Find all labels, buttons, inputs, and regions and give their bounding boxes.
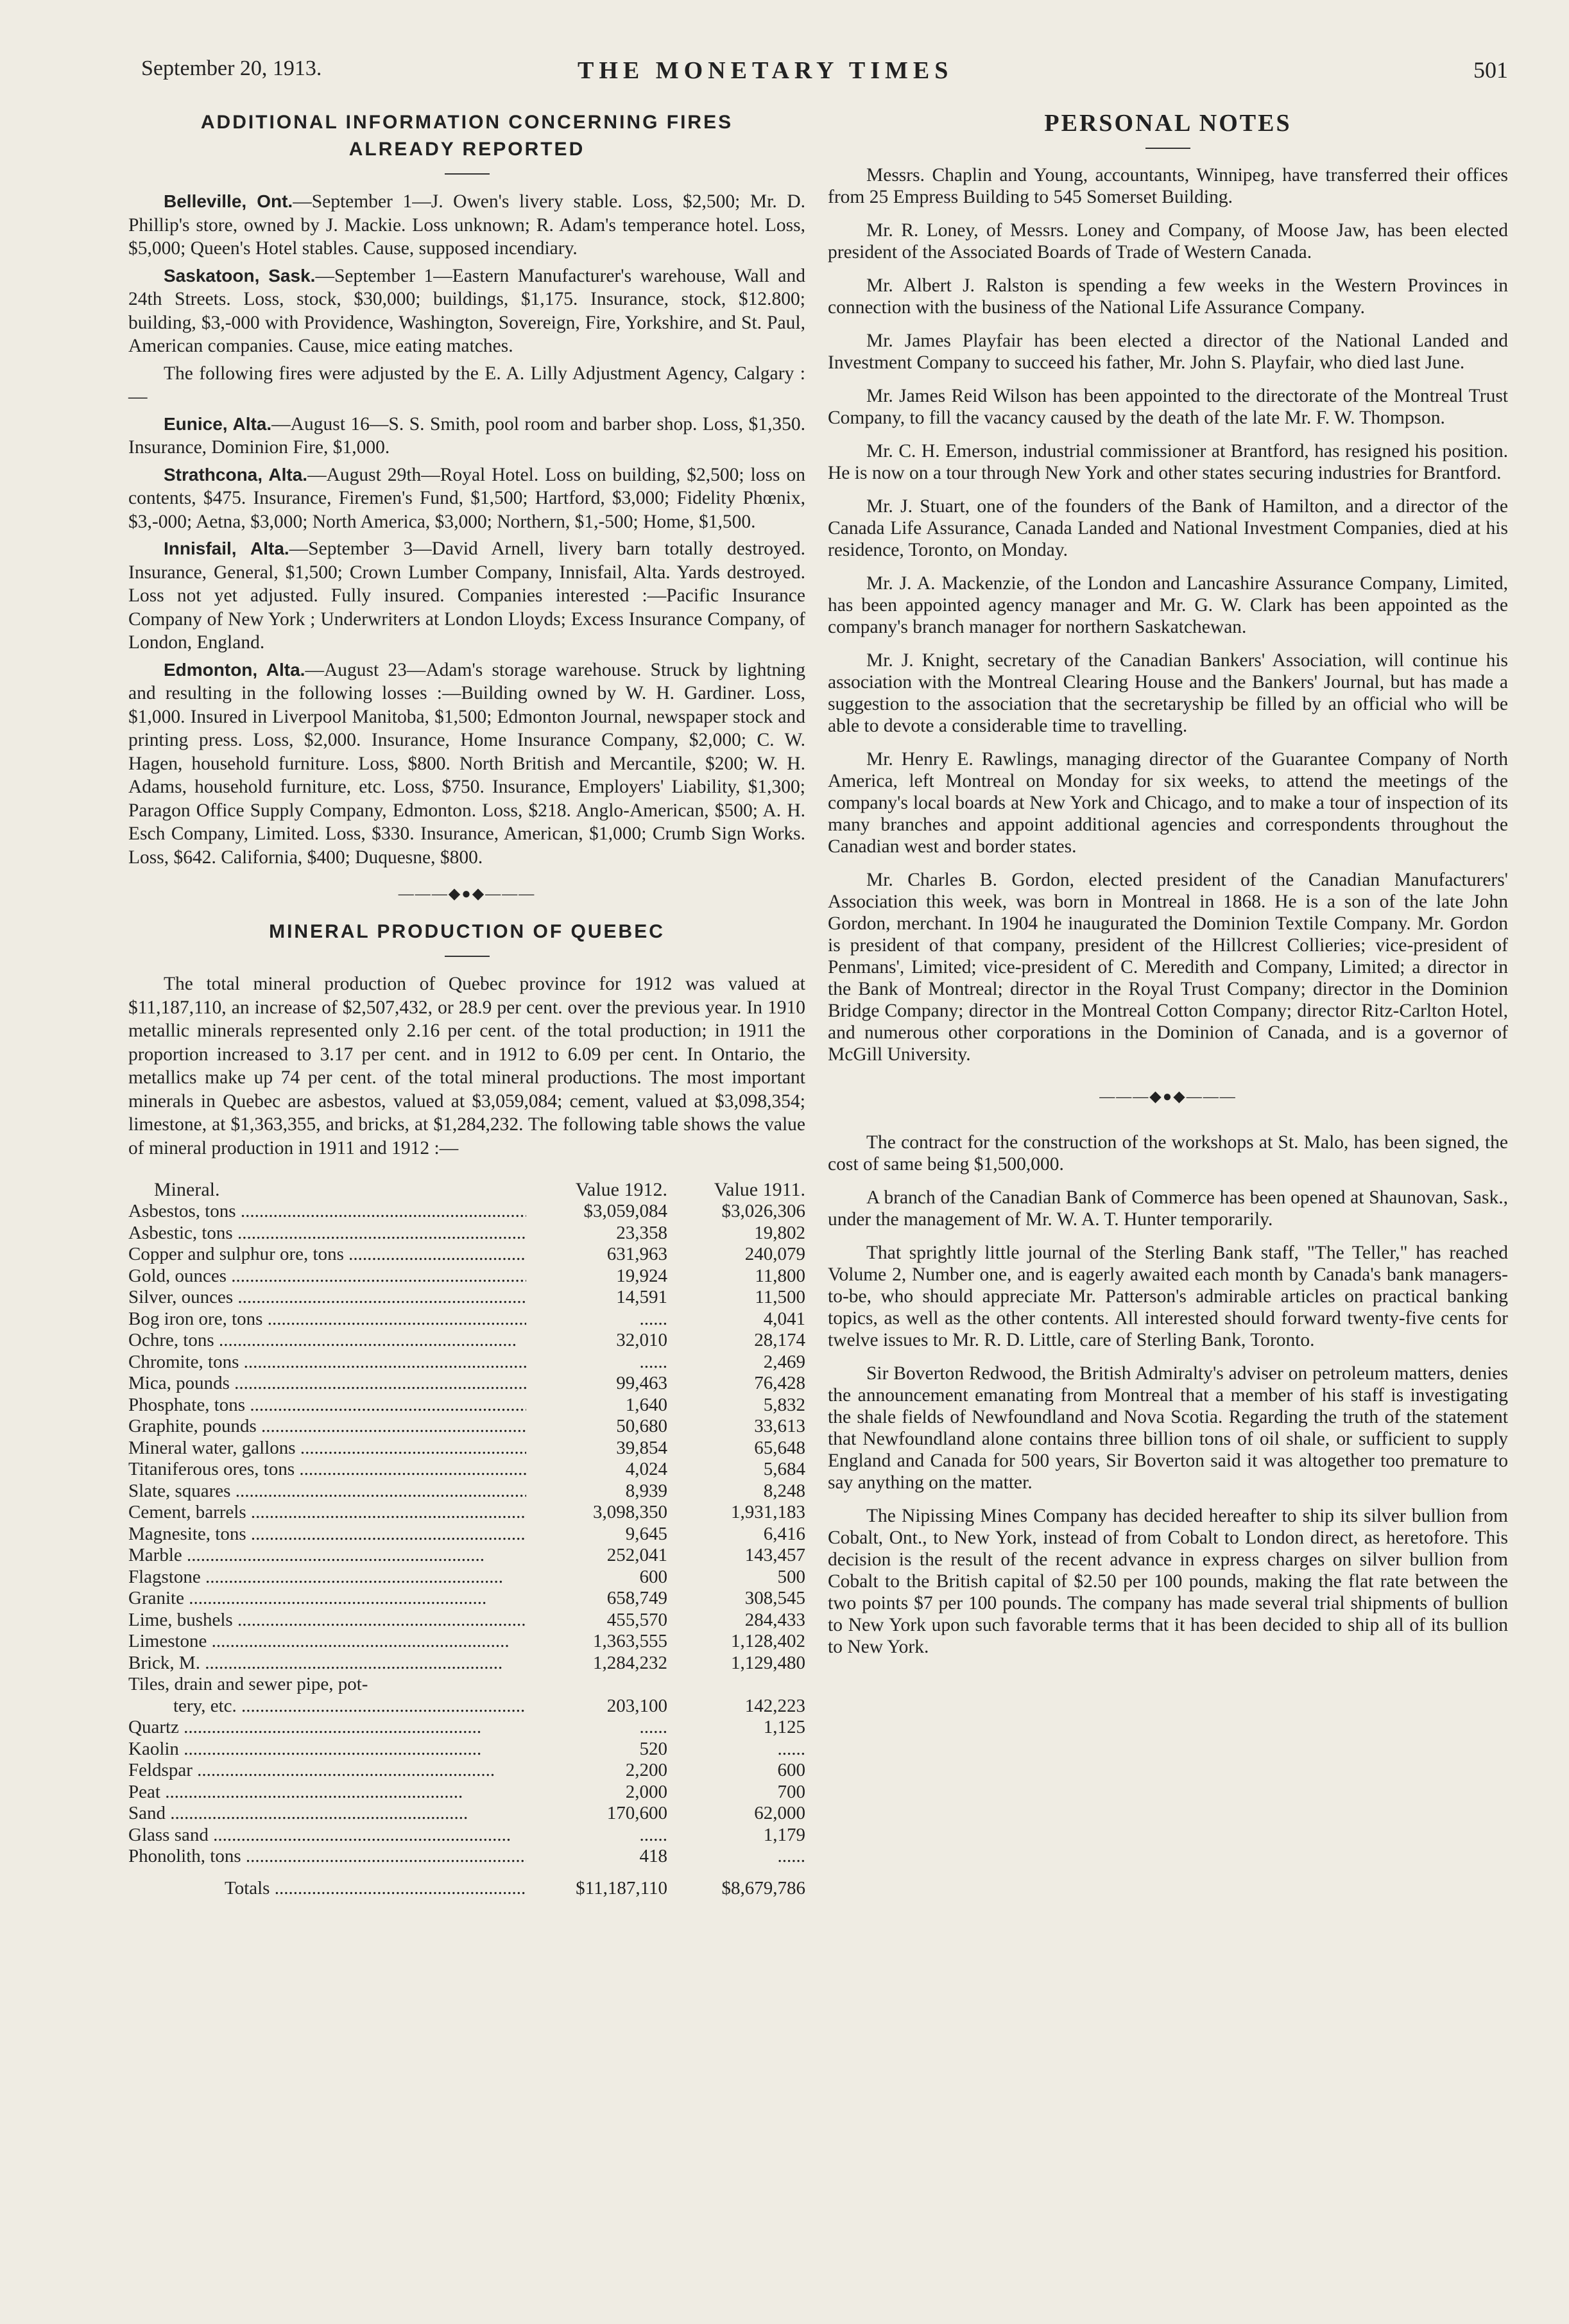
personal-note: Mr. Albert J. Ralston is spending a few weeks in the Western Provinces in connection with the business of the National Life Assurance Company. <box>828 275 1508 318</box>
col-1911: Value 1911. <box>714 1179 805 1200</box>
table-row <box>128 1588 805 1610</box>
table-row <box>128 1696 805 1717</box>
fire-location: Innisfail, Alta. <box>164 538 289 558</box>
value-1912: 23,358 <box>616 1222 667 1243</box>
mineral-name: Copper and sulphur ore, tons ..... <box>128 1244 526 1266</box>
fire-report <box>128 658 805 870</box>
page-header <box>141 56 1508 95</box>
fire-details: —September 1—Eastern Manufacturer's warehouse, Wall and 24th Streets. Loss, stock, $30,000; buildings, $1,175. Insurance, stock, $12.800; building, $3,-000 with Providence, Washington, Sovereign, Fire, Yorkshire, and St. Paul, American companies. Cause, mice eating matches. <box>128 265 805 356</box>
value-1911: 2,469 <box>763 1351 805 1372</box>
table-row <box>128 1782 805 1803</box>
value-1911: ...... <box>777 1738 805 1759</box>
mineral-name: Asbestic, tons ..... <box>128 1223 526 1244</box>
fire-report <box>128 463 805 534</box>
value-1911: 1,125 <box>763 1717 805 1737</box>
value-1912: 1,640 <box>625 1394 667 1415</box>
mineral-name: Titaniferous ores, tons ..... <box>128 1459 526 1481</box>
table-row <box>128 1459 805 1481</box>
mineral-name: Sand ..... <box>128 1803 526 1825</box>
news-item: A branch of the Canadian Bank of Commerce has been opened at Shaunovan, Sask., under the management of Mr. W. A. T. Hunter temporarily. <box>828 1187 1508 1230</box>
fire-location: Belleville, Ont. <box>164 191 293 211</box>
table-row <box>128 1309 805 1330</box>
mineral-name: Phonolith, tons ..... <box>128 1846 526 1868</box>
minerals-table-header <box>128 1179 805 1201</box>
fire-details: —September 3—David Arnell, livery barn totally destroyed. Insurance, General, $1,500; Crown Lumber Company, Innisfail, Alta. Yards destroyed. Loss not yet adjusted. Fully insured. Companies interested :—Pacific Insurance Company of New York ; Underwriters at London Lloyds; Excess Insurance Company, of London, England. <box>128 538 805 653</box>
value-1912: ...... <box>639 1351 667 1372</box>
value-1912: ...... <box>639 1717 667 1737</box>
heading-rule <box>445 173 490 175</box>
fire-report <box>128 362 805 409</box>
mineral-name: Mineral water, gallons ..... <box>128 1438 526 1459</box>
table-row <box>128 1545 805 1567</box>
mineral-name: Gold, ounces ..... <box>128 1266 526 1287</box>
value-1912: 19,924 <box>616 1265 667 1286</box>
table-row <box>128 1244 805 1266</box>
table-row <box>128 1760 805 1782</box>
value-1912: 14,591 <box>616 1287 667 1307</box>
value-1911: 1,931,183 <box>731 1502 805 1522</box>
value-1911: 11,800 <box>755 1265 805 1286</box>
value-1911: 284,433 <box>744 1609 805 1630</box>
fires-heading-line2: ALREADY REPORTED <box>348 139 585 160</box>
mineral-name: Tiles, drain and sewer pipe, pot- <box>128 1674 368 1694</box>
personal-note: Mr. James Playfair has been elected a director of the National Landed and Investment Company to succeed his father, Mr. John S. Playfair, who died last June. <box>828 331 1508 373</box>
personal-note: Mr. Charles B. Gordon, elected president of the Canadian Manufacturers' Association this week, was born in Montreal in 1868. He is a son of the late John Gordon, merchant. In 1904 he inaugurated the Dominion Textile Company. Mr. Gordon is president of that company, president of the Hillcrest Collieries; vice-president of Penmans', Limited; vice-president of C. Meredith and Company, Limited; a director in the Bank of Montreal; director in the Royal Trust Company; director in the Dominion Bridge Company; director in the Montreal Cotton Company; director Ritz-Carlton Hotel, and numerous other corporations in the Dominion of Canada, and is a governor of McGill University. <box>828 870 1508 1065</box>
table-row <box>128 1201 805 1223</box>
value-1912: 418 <box>639 1846 667 1866</box>
news-items-list <box>828 1132 1508 1658</box>
value-1912: ...... <box>639 1824 667 1845</box>
mineral-name: Lime, bushels ..... <box>128 1610 526 1631</box>
table-row <box>128 1803 805 1825</box>
table-row <box>128 1717 805 1739</box>
value-1912: 520 <box>639 1738 667 1759</box>
value-1912: 99,463 <box>616 1373 667 1393</box>
personal-note: Mr. J. Stuart, one of the founders of the Bank of Hamilton, and a director of the Canada Life Assurance, Canada Landed and National Investment Companies, died at his residence, Toronto, on Monday. <box>828 496 1508 560</box>
mineral-name: Feldspar ..... <box>128 1760 526 1782</box>
value-1912: 170,600 <box>606 1803 667 1823</box>
fire-location: Strathcona, Alta. <box>164 464 308 485</box>
publication-title: THE MONETARY TIMES <box>578 57 954 84</box>
value-1911: 1,179 <box>763 1824 805 1845</box>
table-row <box>128 1223 805 1244</box>
table-row <box>128 1846 805 1868</box>
fire-location: Eunice, Alta. <box>164 413 272 434</box>
right-column <box>828 109 1508 1669</box>
personal-note: Mr. J. A. Mackenzie, of the London and Lancashire Assurance Company, Limited, has been appointed agency manager and Mr. G. W. Clark has been appointed as the company's branch manager for northern Saskatchewan. <box>828 573 1508 637</box>
heading-rule <box>445 956 490 957</box>
personal-note: Mr. C. H. Emerson, industrial commissioner at Brantford, has resigned his position. He is now on a tour through New York and other states securing industries for Brantford. <box>828 441 1508 483</box>
value-1911: 33,613 <box>754 1416 805 1436</box>
value-1911: 142,223 <box>744 1695 805 1716</box>
value-1911: 4,041 <box>763 1308 805 1329</box>
value-1912: 455,570 <box>606 1609 667 1630</box>
value-1911: 76,428 <box>754 1373 805 1393</box>
value-1912: 4,024 <box>625 1459 667 1479</box>
page-number: 501 <box>1473 57 1508 83</box>
value-1911: 500 <box>777 1566 805 1587</box>
value-1911: 308,545 <box>744 1588 805 1608</box>
minerals-table-body-2 <box>128 1717 805 1868</box>
value-1912: 631,963 <box>606 1244 667 1264</box>
mineral-name: Silver, ounces ..... <box>128 1287 526 1309</box>
value-1911: 5,832 <box>763 1394 805 1415</box>
news-item: The contract for the construction of the workshops at St. Malo, has been signed, the cost of same being $1,500,000. <box>828 1132 1508 1175</box>
value-1912: 39,854 <box>616 1437 667 1458</box>
value-1912: 32,010 <box>616 1330 667 1350</box>
value-1911: 11,500 <box>755 1287 805 1307</box>
mineral-name: Granite ..... <box>128 1588 526 1610</box>
totals-label: Totals ..... <box>128 1878 526 1900</box>
value-1912: 2,200 <box>625 1760 667 1780</box>
totals-1912: $11,187,110 <box>576 1877 667 1898</box>
mineral-name: Slate, squares ..... <box>128 1481 526 1502</box>
mineral-name: Quartz ..... <box>128 1717 526 1739</box>
value-1911: 8,248 <box>763 1480 805 1501</box>
value-1911: 1,129,480 <box>731 1652 805 1673</box>
fire-details: —August 23—Adam's storage warehouse. Struck by lightning and resulting in the following losses :—Building owned by W. H. Gardiner. Loss, $1,000. Insured in Liverpool Manitoba, $1,500; Edmonton Journal, newspaper stock and printing press. Loss, $2,000. Insurance, Home Insurance Company, $2,000; C. W. Hagen, household furniture. Loss, $800. North British and Mercantile, $200; W. H. Adams, household furniture, etc. Loss, $750. Insurance, Employers' Liability, $1,300; Paragon Office Supply Company, Edmonton. Loss, $218. Anglo-American, $500; A. H. Esch Company, Limited. Loss, $330. Insurance, American, $1,000; Crumb Sign Works. Loss, $642. California, $400; Duquesne, $800. <box>128 659 806 868</box>
table-row <box>128 1287 805 1309</box>
mineral-name: Asbestos, tons ..... <box>128 1201 526 1223</box>
table-row <box>128 1502 805 1524</box>
mineral-name: Peat ..... <box>128 1782 526 1803</box>
mineral-name: Flagstone ..... <box>128 1567 526 1588</box>
fire-details: —August 29th—Royal Hotel. Loss on building, $2,500; loss on contents, $475. Insurance, Firemen's Fund, $1,500; Hartford, $3,000; Fidelity Phœnix, $3,-000; Aetna, $3,000; North America, $3,000; Northern, $1,-500; Home, $1,500. <box>128 464 805 532</box>
mineral-name: Ochre, tons ..... <box>128 1330 526 1352</box>
personal-note: Mr. James Reid Wilson has been appointed to the directorate of the Montreal Trust Company, to fill the vacancy caused by the death of the late Mr. F. W. Thompson. <box>828 386 1508 428</box>
table-row <box>128 1481 805 1502</box>
table-row <box>128 1674 805 1696</box>
mineral-name: Kaolin ..... <box>128 1739 526 1760</box>
table-row <box>128 1330 805 1352</box>
value-1911: $3,026,306 <box>721 1201 805 1221</box>
personal-note: Mr. J. Knight, secretary of the Canadian Bankers' Association, will continue his association with the Montreal Clearing House and the Bankers' Journal, but has made a suggestion to the association that the secretaryship be filled by an official who will be able to devote a considerable time to travelling. <box>828 650 1508 736</box>
fire-report <box>128 264 805 358</box>
col-1912: Value 1912. <box>575 1179 667 1200</box>
table-row <box>128 1739 805 1760</box>
table-row <box>128 1825 805 1846</box>
value-1912: 1,363,555 <box>593 1631 667 1651</box>
table-row <box>128 1352 805 1373</box>
fire-details: —September 1—J. Owen's livery stable. Loss, $2,500; Mr. D. Phillip's store, owned by J. Mackie. Loss unknown; R. Adam's temperance hotel. Loss, $5,000; Queen's Hotel stables. Cause, supposed incendiary. <box>128 191 806 259</box>
value-1912: 9,645 <box>625 1523 667 1544</box>
minerals-heading: MINERAL PRODUCTION OF QUEBEC <box>269 921 665 942</box>
fires-list <box>128 190 805 869</box>
news-item: The Nipissing Mines Company has decided hereafter to ship its silver bullion from Cobalt, Ont., to New York, instead of from Cobalt to London direct, as heretofore. This decision is the result of the recent advance in express charges on silver bullion from Cobalt to the British capital of $2.50 per 100 pounds, making the flat rate between the two points $7 per 100 pounds. The company has made several trial shipments of bullion to New York upon such favorable terms that it has been decided to ship all of its bullion to New York. <box>828 1506 1508 1657</box>
news-item: That sprightly little journal of the Sterling Bank staff, "The Teller," has reached Volume 2, Number one, and is eagerly awaited each month by Canada's bank managers-to-be, who should appreciate Mr. Patterson's admirable articles on practical banking topics, as well as the other contents. All interested should forward twenty-five cents for twelve issues to Mr. R. D. Little, care of Sterling Bank, Toronto. <box>828 1243 1508 1350</box>
value-1911: 65,648 <box>754 1437 805 1458</box>
value-1912: 252,041 <box>606 1545 667 1565</box>
fires-heading-line1: ADDITIONAL INFORMATION CONCERNING FIRES <box>200 112 733 133</box>
personal-note: Mr. R. Loney, of Messrs. Loney and Company, of Moose Jaw, has been elected president of the Associated Boards of Trade of Western Canada. <box>828 220 1508 263</box>
value-1911: 143,457 <box>744 1545 805 1565</box>
fire-location: Edmonton, Alta. <box>164 659 305 680</box>
table-row <box>128 1610 805 1631</box>
mineral-name: Brick, M. ..... <box>128 1653 526 1674</box>
mineral-name: Limestone ..... <box>128 1631 526 1653</box>
value-1911: 240,079 <box>744 1244 805 1264</box>
value-1912: 658,749 <box>606 1588 667 1608</box>
minerals-intro: The total mineral production of Quebec province for 1912 was valued at $11,187,110, an increase of $2,507,432, or 28.9 per cent. over the previous year. In 1910 metallic minerals represented only 2.16 per cent. of the total production; in 1911 the proportion increased to 3.17 per cent. and in 1912 to 6.09 per cent. In Ontario, the metallics make up 74 per cent. of the total mineral productions. The most important minerals in Quebec are asbestos, valued at $3,059,084; cement, valued at $3,098,354; limestone, at $1,363,355, and bricks, at $1,284,232. The following table shows the value of mineral production in 1911 and 1912 :— <box>128 974 805 1158</box>
table-row <box>128 1266 805 1287</box>
table-row <box>128 1373 805 1395</box>
col-mineral: Mineral. <box>154 1179 220 1200</box>
fire-location: Saskatoon, Sask. <box>164 265 316 286</box>
table-row <box>128 1438 805 1459</box>
value-1912: 3,098,350 <box>593 1502 667 1522</box>
value-1912: $3,059,084 <box>583 1201 667 1221</box>
fire-report <box>128 413 805 460</box>
value-1911: 600 <box>777 1760 805 1780</box>
table-row <box>128 1416 805 1438</box>
section-ornament: ———◆●◆——— <box>398 886 536 902</box>
left-column <box>128 109 805 1899</box>
issue-date: September 20, 1913. <box>141 56 322 80</box>
table-row <box>128 1653 805 1674</box>
table-row <box>128 1567 805 1588</box>
value-1912: 1,284,232 <box>593 1652 667 1673</box>
value-1912: 203,100 <box>606 1695 667 1716</box>
value-1911: 62,000 <box>754 1803 805 1823</box>
value-1912: 8,939 <box>625 1480 667 1501</box>
value-1912: ...... <box>639 1308 667 1329</box>
mineral-name: tery, etc. ..... <box>128 1696 526 1717</box>
mineral-name: Cement, barrels ..... <box>128 1502 526 1524</box>
heading-rule <box>1145 148 1190 149</box>
totals-row <box>128 1878 805 1900</box>
mineral-name: Bog iron ore, tons ..... <box>128 1309 526 1330</box>
mineral-name: Chromite, tons ..... <box>128 1352 526 1373</box>
value-1912: 2,000 <box>625 1781 667 1802</box>
fire-report <box>128 537 805 655</box>
value-1912: 600 <box>639 1566 667 1587</box>
mineral-name: Mica, pounds ..... <box>128 1373 526 1395</box>
mineral-name: Marble ..... <box>128 1545 526 1567</box>
value-1911: 19,802 <box>754 1222 805 1243</box>
table-row <box>128 1631 805 1653</box>
minerals-table-body <box>128 1201 805 1674</box>
mineral-name: Magnesite, tons ..... <box>128 1524 526 1545</box>
section-ornament: ———◆●◆——— <box>1099 1089 1237 1105</box>
personal-note: Messrs. Chaplin and Young, accountants, Winnipeg, have transferred their offices from 25 Empress Building to 545 Somerset Building. <box>828 165 1508 207</box>
personal-notes-heading: PERSONAL NOTES <box>1044 110 1292 137</box>
mineral-name: Glass sand ..... <box>128 1825 526 1846</box>
fire-details: The following fires were adjusted by the E. A. Lilly Adjustment Agency, Calgary :— <box>128 363 805 407</box>
mineral-name: Graphite, pounds ..... <box>128 1416 526 1438</box>
table-row <box>128 1524 805 1545</box>
value-1911: 6,416 <box>763 1523 805 1544</box>
value-1911: 28,174 <box>754 1330 805 1350</box>
table-row <box>128 1395 805 1416</box>
news-item: Sir Boverton Redwood, the British Admiralty's adviser on petroleum matters, denies the announcement emanating from Montreal that a member of his staff is investigating the shale fields of Newfoundland and Nova Scotia. Regarding the truth of the statement that Newfoundland alone contains three billion tons of oil shale, or sufficient to supply England and Canada for 500 years, Sir Boverton said it was altogether too premature to say anything on the matter. <box>828 1363 1508 1493</box>
fire-report <box>128 190 805 261</box>
value-1911: ...... <box>777 1846 805 1866</box>
value-1911: 700 <box>777 1781 805 1802</box>
personal-notes-list <box>828 164 1508 1065</box>
totals-1911: $8,679,786 <box>721 1877 805 1898</box>
fire-details: —August 16—S. S. Smith, pool room and barber shop. Loss, $1,350. Insurance, Dominion Fire, $1,000. <box>128 413 805 458</box>
value-1911: 5,684 <box>763 1459 805 1479</box>
mineral-name: Phosphate, tons ..... <box>128 1395 526 1416</box>
value-1912: 50,680 <box>616 1416 667 1436</box>
personal-note: Mr. Henry E. Rawlings, managing director of the Guarantee Company of North America, left Montreal on Monday for six weeks, to attend the meetings of the company's local boards at New York and Chicago, and to make a tour of inspection of its many branches and appoint additional agencies and correspondents throughout the Canadian west and border states. <box>828 749 1508 857</box>
value-1911: 1,128,402 <box>731 1631 805 1651</box>
